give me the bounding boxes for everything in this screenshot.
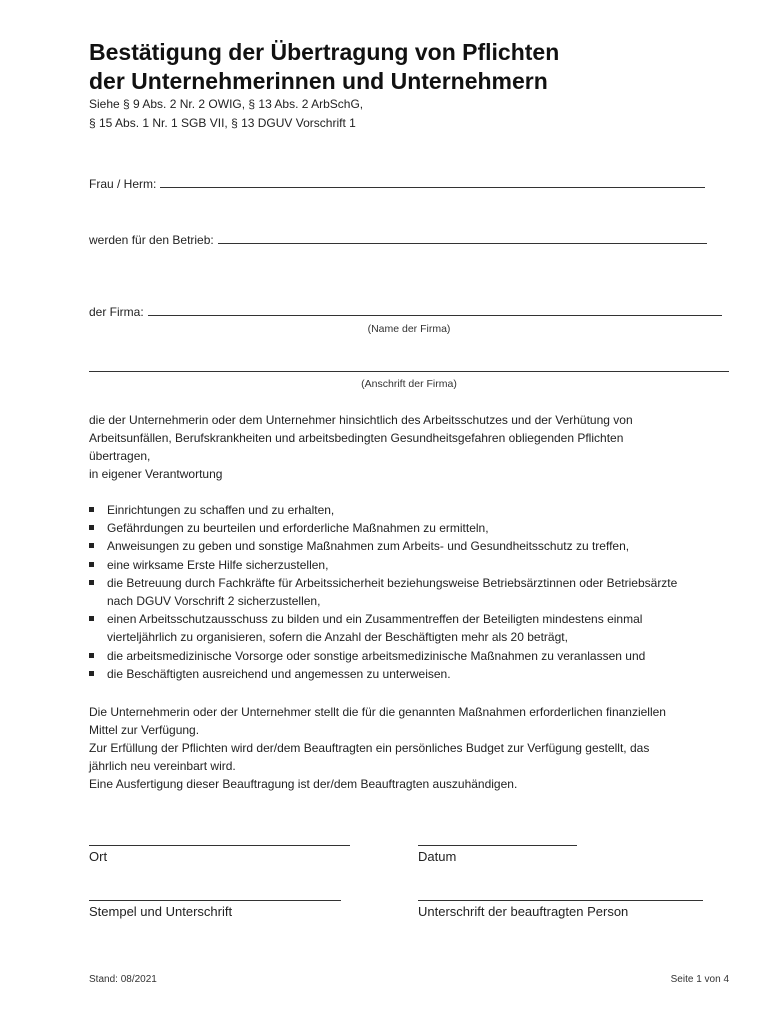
firma-fill-line[interactable]	[148, 304, 722, 316]
list-item-text: Einrichtungen zu schaffen und zu erhalten,	[107, 503, 335, 517]
footer-page-number: Seite 1 von 4	[670, 974, 729, 985]
betrieb-field	[89, 232, 707, 248]
firma-field	[89, 304, 722, 320]
stempel-signature-line[interactable]	[89, 900, 341, 901]
closing-line: Mittel zur Verfügung.	[89, 723, 200, 737]
page-title	[89, 38, 559, 96]
list-item	[89, 610, 739, 646]
anschrift-fill-line[interactable]	[89, 371, 729, 372]
closing-line: Die Unternehmerin oder der Unternehmer stellt die für die genannten Maßnahmen erforderlichen finanziellen	[89, 705, 666, 719]
intro-line: die der Unternehmerin oder dem Unternehmer hinsichtlich des Arbeitsschutzes und der Verhütung von	[89, 413, 633, 427]
intro-line: in eigener Verantwortung	[89, 467, 223, 481]
firma-address-caption: (Anschrift der Firma)	[361, 378, 457, 390]
list-item-text: die arbeitsmedizinische Vorsorge oder sonstige arbeitsmedizinische Maßnahmen zu veranlassen und	[107, 648, 646, 663]
duties-list	[89, 501, 739, 683]
list-item-text: die Betreuung durch Fachkräfte für Arbeitssicherheit beziehungsweise Betriebsärztinnen oder Betriebsärzte	[107, 575, 678, 590]
list-item-text: Gefährdungen zu beurteilen und erforderliche Maßnahmen zu ermitteln,	[107, 521, 489, 536]
betrieb-label: werden für den Betrieb:	[89, 233, 214, 247]
list-item	[89, 647, 739, 665]
ort-signature-line[interactable]	[89, 845, 350, 846]
beauftragte-signature-line[interactable]	[418, 900, 703, 901]
list-item	[89, 537, 739, 555]
list-item-text: nach DGUV Vorschrift 2 sicherzustellen,	[107, 594, 321, 609]
person-label: Frau / Herm:	[89, 177, 157, 191]
stempel-label: Stempel und Unterschrift	[89, 904, 233, 919]
closing-line: jährlich neu vereinbart wird.	[89, 759, 236, 773]
title-line-2: der Unternehmerinnen und Unternehmern	[89, 68, 548, 94]
ort-label: Ort	[89, 849, 108, 864]
datum-label: Datum	[418, 849, 457, 864]
list-item-text: Anweisungen zu geben und sonstige Maßnahmen zum Arbeits- und Gesundheitsschutz zu treffen,	[107, 539, 630, 554]
person-fill-line[interactable]	[160, 176, 705, 188]
list-item	[89, 665, 739, 683]
legal-reference-line-2: § 15 Abs. 1 Nr. 1 SGB VII, § 13 DGUV Vorschrift 1	[89, 116, 356, 130]
betrieb-fill-line[interactable]	[218, 232, 707, 244]
list-item	[89, 556, 739, 574]
datum-signature-line[interactable]	[418, 845, 577, 846]
legal-reference-line-1: Siehe § 9 Abs. 2 Nr. 2 OWIG, § 13 Abs. 2 ArbSchG,	[89, 97, 364, 111]
title-line-1: Bestätigung der Übertragung von Pflichten	[89, 39, 560, 65]
intro-paragraph	[89, 411, 729, 483]
closing-line: Zur Erfüllung der Pflichten wird der/dem Beauftragten ein persönliches Budget zur Verfügung gestellt, das	[89, 741, 650, 755]
list-item	[89, 574, 739, 610]
footer-stand: Stand: 08/2021	[89, 974, 157, 985]
list-item	[89, 519, 739, 537]
list-item-text: einen Arbeitsschutzausschuss zu bilden und ein Zusammentreffen der Beteiligten mindestens einmal	[107, 612, 643, 627]
list-item	[89, 501, 739, 519]
intro-line: Arbeitsunfällen, Berufskrankheiten und arbeitsbedingten Gesundheitsgefahren obliegenden Pflichten	[89, 431, 624, 445]
intro-line: übertragen,	[89, 449, 151, 463]
firma-name-caption: (Name der Firma)	[367, 323, 451, 335]
person-field	[89, 176, 705, 192]
list-item-text: eine wirksame Erste Hilfe sicherzustellen,	[107, 557, 329, 572]
closing-line: Eine Ausfertigung dieser Beauftragung ist der/dem Beauftragten auszuhändigen.	[89, 777, 518, 791]
beauftragte-label: Unterschrift der beauftragten Person	[418, 904, 629, 919]
closing-paragraph	[89, 703, 729, 793]
list-item-text: die Beschäftigten ausreichend und angemessen zu unterweisen.	[107, 666, 451, 681]
firma-label: der Firma:	[89, 305, 144, 319]
list-item-text: vierteljährlich zu organisieren, sofern die Anzahl der Beschäftigten mehr als 20 beträgt,	[107, 630, 568, 645]
legal-references	[89, 95, 363, 133]
